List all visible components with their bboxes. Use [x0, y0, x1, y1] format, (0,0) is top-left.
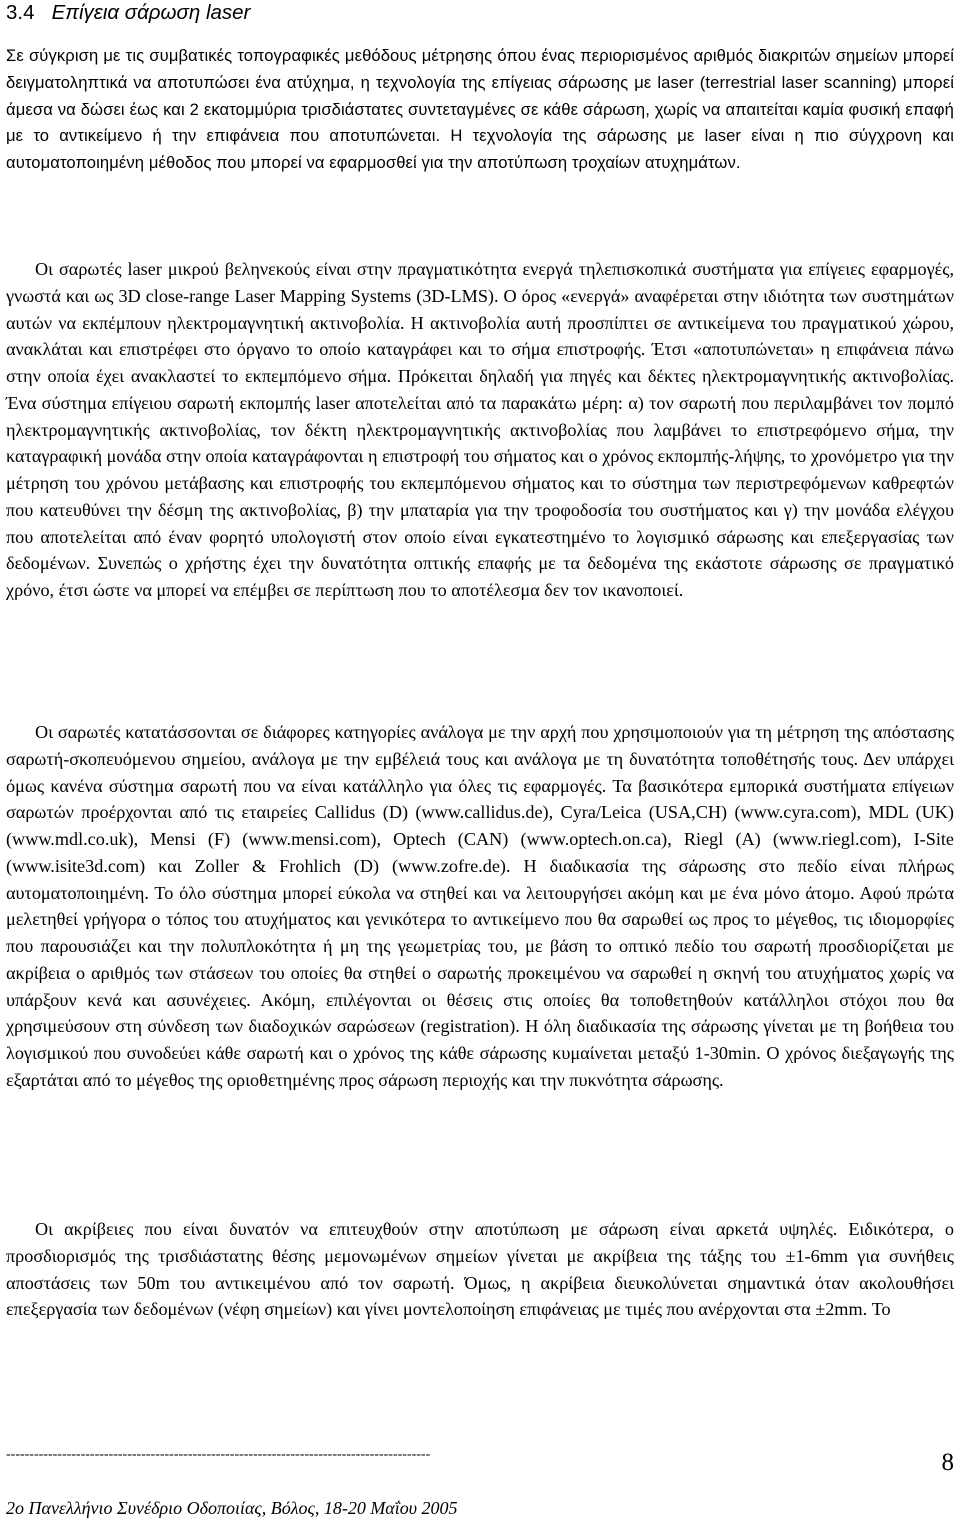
paragraph-accuracy: Οι ακρίβειες που είναι δυνατόν να επιτευχθούν στην αποτύπωση με σάρωση είναι αρκετά υψηλές. Ειδικότερα, ο προσδιορισμός της τρισδιάστατης θέσης μεμονωμένων σημείων γίνεται με ακρίβεια της τάξης του ±1-6mm για συνήθεις αποστάσεις των 50m του αντικειμένου από τον σαρωτή. Όμως, η ακρίβεια διευκολύνεται σημαντικά όταν ακολουθήσει επεξεργασία των δεδομένων (νέφη σημείων) και γίνει μοντελοποίηση επιφάνειας με τιμές που ανέρχονται στα ±2mm. Το — [6, 1219, 954, 1320]
section-number: 3.4 — [6, 1, 35, 24]
page-number: 8 — [941, 1449, 954, 1476]
paragraph-scanners-description: Οι σαρωτές laser μικρού βεληνεκούς είναι στην πραγματικότητα ενεργά τηλεπισκοπικά συστήματα για επίγειες εφαρμογές, γνωστά και ως 3D close-range Laser Mapping Systems (3D-LMS). Ο όρος «ενεργά» αναφέρεται στην ιδιότητα των συστημάτων αυτών να εκπέμπουν ηλεκτρομαγνητική ακτινοβολία. Η ακτινοβολία αυτή προσπίπτει σε αντικείμενα του πραγματικού χώρου, ανακλάται και επιστρέφει στο όργανο το οποίο καταγράφει και το σήμα επιστροφής. Έτσι «αποτυπώνεται» η επιφάνεια πάνω στην οποία έχει ανακλαστεί το εκπεμπόμενο σήμα. Πρόκειται δηλαδή για πηγές και δέκτες ηλεκτρομαγνητικής ακτινοβολίας. Ένα σύστημα επίγειου σαρωτή εκπομπής laser αποτελείται από τα παρακάτω μέρη: α) τον σαρωτή που περιλαμβάνει τον πομπό ηλεκτρομαγνητικής ακτινοβολίας, τον δέκτη ηλεκτρομαγνητικής ακτινοβολίας που λαμβάνει το επιστρεφόμενο σήμα, την καταγραφική μονάδα στην οποία καταγράφονται η επιστροφή του σήματος και ο χρόνος εκπομπής-λήψης, το χρονόμετρο για την μέτρηση του χρόνου μετάβασης και επιστροφής του εκπεμπόμενου σήματος και το σύστημα των περιστρεφόμενων καθρεφτών που κατευθύνει την δέσμη της ακτινοβολίας, β) την μπαταρία για την τροφοδοσία του συστήματος και γ) την μονάδα ελέγχου που αποτελείται από έναν φορητό υπολογιστή στον οποίο είναι εγκατεστημένο το λογισμικό σάρωσης και επεξεργασίας των δεδομένων. Συνεπώς ο χρήστης έχει την δυνατότητα οπτικής επαφής με τα δεδομένα της εκάστοτε σάρωσης σε πραγματικό χρόνο, έτσι ώστε να μπορεί να επέμβει σε περίπτωση που το αποτέλεσμα δεν τον ικανοποιεί. — [6, 259, 954, 600]
section-title: Επίγεια σάρωση laser — [51, 1, 251, 24]
section-heading — [6, 0, 250, 26]
footer-conference-text: 2ο Πανελλήνιο Συνέδριο Οδοποιίας, Βόλος, 18-20 Μαΐου 2005 — [6, 1498, 458, 1518]
footer-divider: ------------------------------------------------------------------------------------------- — [6, 1447, 431, 1462]
paragraph-intro: Σε σύγκριση με τις συμβατικές τοπογραφικές μεθόδους μέτρησης όπου ένας περιορισμένος αριθμός διακριτών σημείων μπορεί δειγματοληπτικά να αποτυπώσει ένα ατύχημα, η τεχνολογία της επίγειας σάρωσης με laser (terrestrial laser scanning) μπορεί άμεσα να δώσει έως και 2 εκατομμύρια τρισδιάστατες συντεταγμένες σε κάθε σάρωση, χωρίς να απαιτείται καμία φυσική επαφή με το αντικείμενο ή την επιφάνεια που αποτυπώνεται. Η τεχνολογία της σάρωσης με laser είναι η πιο σύγχρονη και αυτοματοποιημένη μέθοδος που μπορεί να εφαρμοσθεί για την αποτύπωση τροχαίων ατυχημάτων. — [6, 46, 954, 172]
paragraph-scanner-categories: Οι σαρωτές κατατάσσονται σε διάφορες κατηγορίες ανάλογα με την αρχή που χρησιμοποιούν για τη μέτρηση της απόστασης σαρωτή-σκοπευόμενου σημείου, ανάλογα με την εμβέλειά τους και ανάλογα με τη δυνατότητα τοποθέτησής τους. Δεν υπάρχει όμως κανένα σύστημα σαρωτή που να είναι κατάλληλο για όλες τις εφαρμογές. Τα βασικότερα εμπορικά συστήματα επίγειων σαρωτών προέρχονται από τις εταιρείες Callidus (D) (www.callidus.de), Cyra/Leica (USA,CH) (www.cyra.com), MDL (UK) (www.mdl.co.uk), Mensi (F) (www.mensi.com), Optech (CAN) (www.optech.on.ca), Riegl (A) (www.riegl.com), I-Site (www.isite3d.com) και Zoller & Frohlich (D) (www.zofre.de). Η διαδικασία της σάρωσης στο πεδίο είναι πλήρως αυτοματοποιημένη. Το όλο σύστημα μπορεί εύκολα να στηθεί και να λειτουργήσει ακόμη και με ένα μόνο άτομο. Αφού πρώτα μελετηθεί γρήγορα ο τόπος του ατυχήματος και γενικότερα το αντικείμενο που θα σαρωθεί ως προς το μέγεθος, τις ιδιομορφίες που παρουσιάζει και την πολυπλοκότητα ή μη της γεωμετρίας του, με βάση το οπτικό πεδίο του σαρωτή προσδιορίζεται με ακρίβεια ο αριθμός των στάσεων του οποίες θα στηθεί ο σαρωτής προκειμένου να σαρωθεί η σκηνή του ατυχήματος χωρίς να υπάρξουν κενά και ασυνέχειες. Ακόμη, επιλέγονται οι θέσεις στις οποίες θα τοποθετηθούν κατάλληλοι στόχοι που θα χρησιμεύσουν στη σύνδεση των διαδοχικών σαρώσεων (registration). Η όλη διαδικασία της σάρωσης γίνεται με τη βοήθεια του λογισμικού που συνοδεύει κάθε σαρωτή και ο χρόνος της κάθε σάρωσης κυμαίνεται μεταξύ 1-30min. Ο χρόνος διεξαγωγής της εξαρτάται από το μέγεθος της οριοθετημένης προς σάρωση περιοχής και την πυκνότητα σάρωσης. — [6, 722, 954, 1090]
